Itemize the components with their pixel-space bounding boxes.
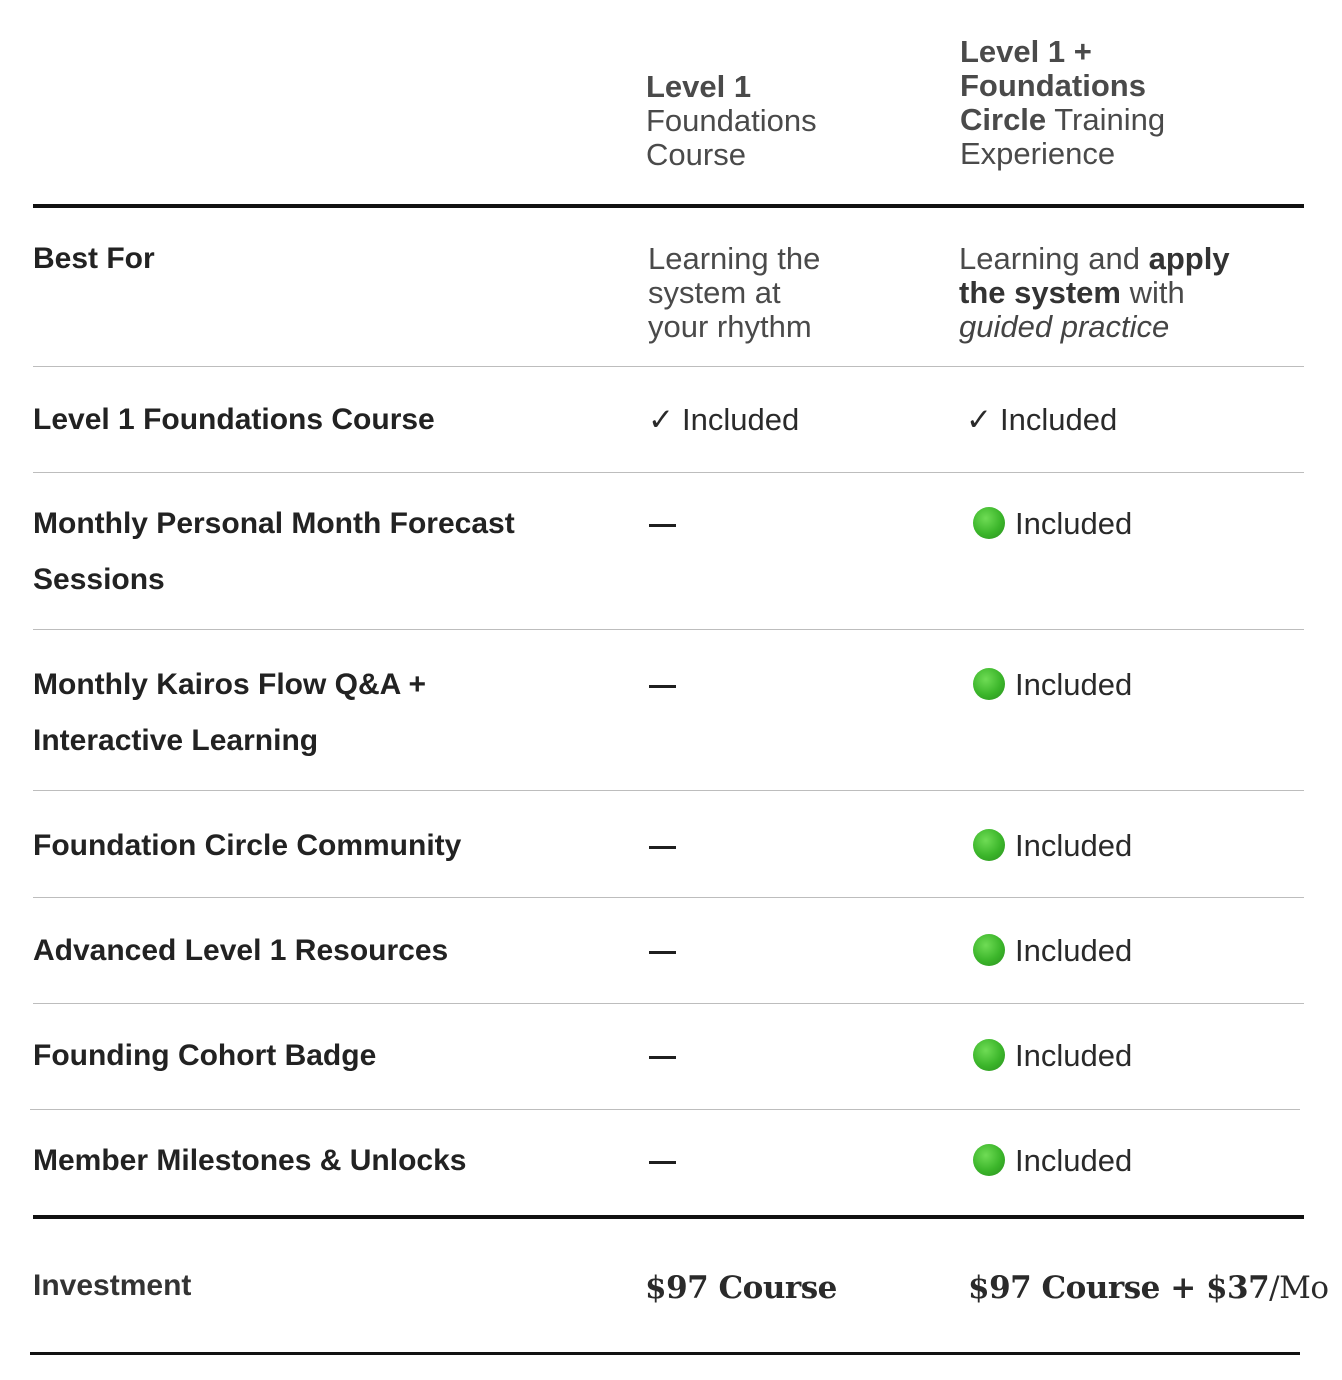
row-divider <box>33 629 1304 630</box>
column-title-bold: Level 1 <box>646 69 752 104</box>
best-for-text: with <box>1120 275 1185 310</box>
row-label-cohort-badge: Founding Cohort Badge <box>33 1039 377 1072</box>
green-circle-icon <box>973 1144 1005 1176</box>
row-label-best-for: Best For <box>33 242 155 275</box>
best-for-line: your rhythm <box>648 309 812 344</box>
best-for-bold: the system <box>959 275 1121 310</box>
green-circle-icon <box>973 829 1005 861</box>
cell-resources-circle <box>973 931 1132 971</box>
price-circle <box>968 1268 1329 1308</box>
included-text: Included <box>1015 506 1133 541</box>
dash-icon <box>649 524 676 527</box>
row-divider <box>33 790 1304 791</box>
column-title-line: Course <box>646 137 746 172</box>
column-title-bold: Foundations <box>960 68 1146 103</box>
best-for-circle <box>959 242 1230 344</box>
cell-badge-circle <box>973 1036 1132 1076</box>
column-title-bold: Level 1 + <box>960 34 1092 69</box>
included-text: Included <box>1015 1038 1133 1073</box>
column-title-bold: Circle <box>960 102 1047 137</box>
column-title-line: Foundations <box>646 103 817 138</box>
green-circle-icon <box>973 1039 1005 1071</box>
row-label-investment: Investment <box>33 1269 192 1302</box>
dash-icon <box>649 685 676 688</box>
price-level1: $97 Course <box>645 1270 837 1306</box>
included-text: Included <box>1015 667 1133 702</box>
investment-divider <box>33 1215 1304 1219</box>
included-text: Included <box>1015 828 1133 863</box>
price-circle-amount: $97 Course + $37 <box>968 1270 1270 1306</box>
row-label-community: Foundation Circle Community <box>33 829 462 862</box>
best-for-level1 <box>648 242 820 344</box>
row-label-advanced-resources: Advanced Level 1 Resources <box>33 934 449 967</box>
column-header-level1 <box>646 70 817 172</box>
row-divider <box>33 1003 1304 1004</box>
header-divider <box>33 204 1304 208</box>
dash-icon <box>649 1056 676 1059</box>
cell-level1-course-level1 <box>648 400 799 440</box>
row-label-milestones: Member Milestones & Unlocks <box>33 1144 467 1177</box>
best-for-text: Learning and <box>959 241 1149 276</box>
included-text: Included <box>1015 933 1133 968</box>
column-title-line: Training <box>1046 102 1166 137</box>
included-text: Included <box>681 402 800 437</box>
price-circle-suffix: /Mo <box>1269 1270 1329 1306</box>
row-label-line: Monthly Personal Month Forecast <box>33 507 515 540</box>
included-text: Included <box>1015 1143 1133 1178</box>
cell-community-circle <box>973 826 1132 866</box>
best-for-bold: apply <box>1148 241 1230 276</box>
row-label-forecast-sessions <box>33 496 515 608</box>
row-label-line: Interactive Learning <box>33 724 319 757</box>
best-for-italic: guided practice <box>959 309 1170 344</box>
row-label-line: Monthly Kairos Flow Q&A + <box>33 668 427 701</box>
row-label-kairos-flow <box>33 657 426 769</box>
column-header-circle <box>960 35 1165 171</box>
row-label-level1-course: Level 1 Foundations Course <box>33 403 435 436</box>
row-divider <box>33 366 1304 367</box>
green-circle-icon <box>973 668 1005 700</box>
dash-icon <box>649 1161 676 1164</box>
check-icon: ✓ <box>648 402 674 437</box>
included-text: Included <box>999 402 1118 437</box>
green-circle-icon <box>973 934 1005 966</box>
check-icon: ✓ <box>966 402 992 437</box>
column-title-line: Experience <box>960 136 1116 171</box>
footer-divider <box>30 1352 1300 1355</box>
best-for-line: Learning the <box>648 241 821 276</box>
row-divider <box>30 1109 1300 1110</box>
cell-level1-course-circle <box>966 400 1117 440</box>
row-divider <box>33 472 1304 473</box>
cell-kairos-circle <box>973 665 1132 705</box>
best-for-line: system at <box>648 275 781 310</box>
row-divider <box>33 897 1304 898</box>
green-circle-icon <box>973 507 1005 539</box>
dash-icon <box>649 846 676 849</box>
cell-forecast-circle <box>973 504 1132 544</box>
row-label-line: Sessions <box>33 563 165 596</box>
dash-icon <box>649 951 676 954</box>
cell-milestones-circle <box>973 1141 1132 1181</box>
